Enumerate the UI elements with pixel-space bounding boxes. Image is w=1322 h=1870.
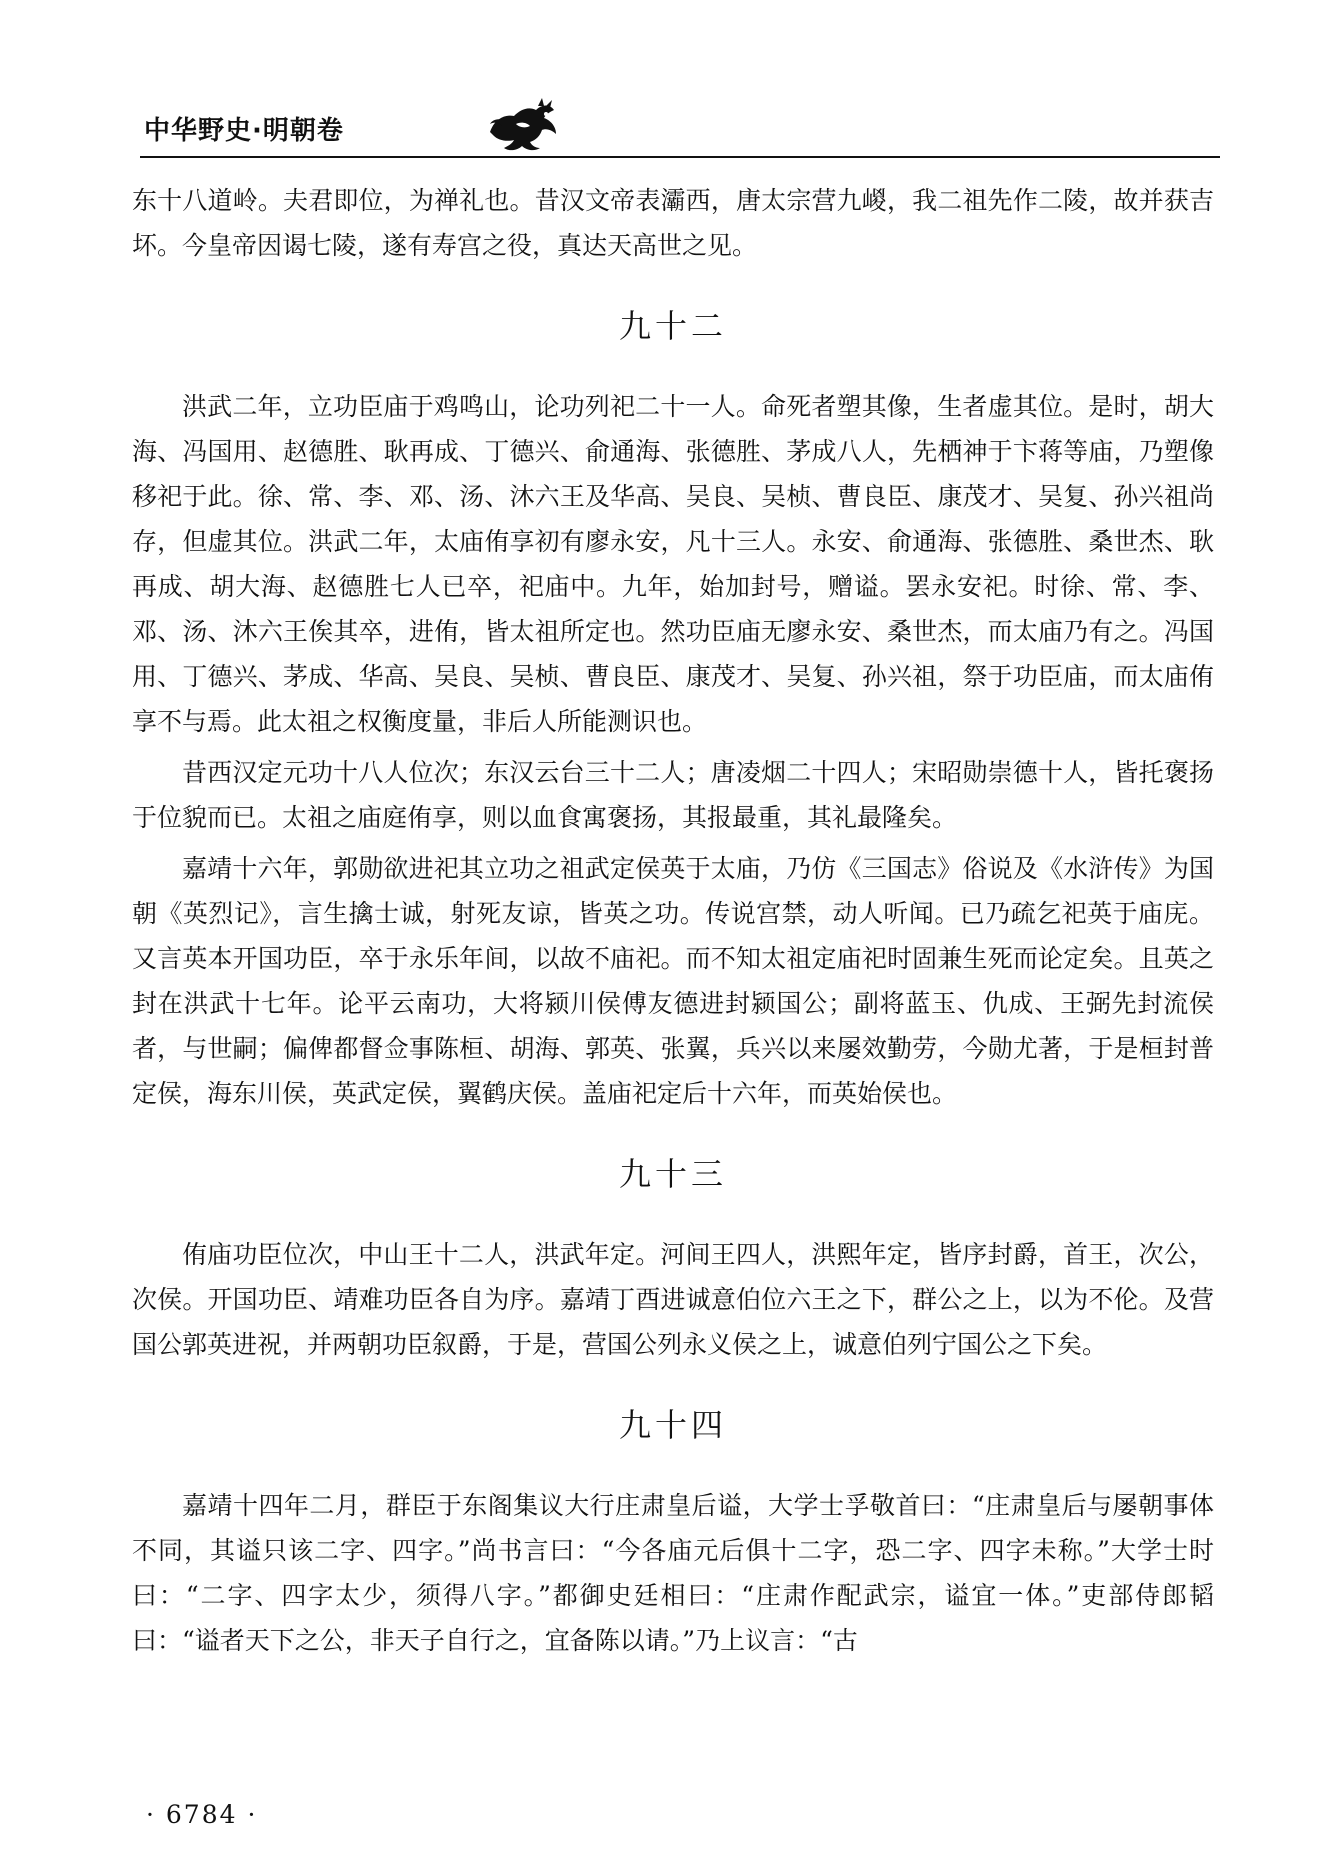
dragon-emblem-icon [480, 92, 564, 156]
section-title-93: 九十三 [618, 1155, 727, 1193]
book-title: 中华野史·明朝卷 [144, 116, 344, 146]
section-94-paragraph-1: 嘉靖十四年二月，群臣于东阁集议大行庄肃皇后谥，大学士孚敬首曰：“庄肃皇后与屡朝事体不同，其谥只该二字、四字。”尚书言曰：“今各庙元后俱十二字，恐二字、四字未称。”大学士时曰：“二字、四字太少，须得八字。”都御史廷相曰：“庄肃作配武宗，谥宜一体。”吏部侍郎韬曰：“谥者天下之公，非天子自行之，宜备陈以请。”乃上议言：“古 [132, 1491, 1214, 1655]
page-body [132, 178, 1214, 1669]
section-93-paragraph-1: 侑庙功臣位次，中山王十二人，洪武年定。河间王四人，洪熙年定，皆序封爵，首王，次公，次侯。开国功臣、靖难功臣各自为序。嘉靖丁酉进诚意伯位六王之下，群公之上，以为不伦。及营国公郭英进祝，并两朝功臣叙爵，于是，营国公列永义侯之上，诚意伯列宁国公之下矣。 [132, 1240, 1214, 1359]
section-title-92: 九十二 [618, 307, 727, 345]
section-92-paragraph-3: 嘉靖十六年，郭勋欲进祀其立功之祖武定侯英于太庙，乃仿《三国志》俗说及《水浒传》为国朝《英烈记》，言生擒士诚，射死友谅，皆英之功。传说宫禁，动人听闻。已乃疏乞祀英于庙庑。又言英本开国功臣，卒于永乐年间，以故不庙祀。而不知太祖定庙祀时固兼生死而论定矣。且英之封在洪武十七年。论平云南功，大将颍川侯傅友德进封颍国公；副将蓝玉、仇成、王弼先封流侯者，与世嗣；偏俾都督佥事陈桓、胡海、郭英、张翼，兵兴以来屡效勤劳，今勋尤著，于是桓封普定侯，海东川侯，英武定侯，翼鹤庆侯。盖庙祀定后十六年，而英始侯也。 [132, 854, 1214, 1108]
page-number: · 6784 · [146, 1800, 258, 1829]
section-92-paragraph-1: 洪武二年，立功臣庙于鸡鸣山，论功列祀二十一人。命死者塑其像，生者虚其位。是时，胡大海、冯国用、赵德胜、耿再成、丁德兴、俞通海、张德胜、茅成八人，先栖神于卞蒋等庙，乃塑像移祀于此。徐、常、李、邓、汤、沐六王及华高、吴良、吴桢、曹良臣、康茂才、吴复、孙兴祖尚存，但虚其位。洪武二年，太庙侑享初有廖永安，凡十三人。永安、俞通海、张德胜、桑世杰、耿再成、胡大海、赵德胜七人已卒，祀庙中。九年，始加封号，赠谥。罢永安祀。时徐、常、李、邓、汤、沐六王俟其卒，进侑，皆太祖所定也。然功臣庙无廖永安、桑世杰，而太庙乃有之。冯国用、丁德兴、茅成、华高、吴良、吴桢、曹良臣、康茂才、吴复、孙兴祖，祭于功臣庙，而太庙侑享不与焉。此太祖之权衡度量，非后人所能测识也。 [132, 392, 1214, 736]
section-title-94: 九十四 [618, 1406, 727, 1444]
intro-paragraph: 东十八道岭。夫君即位，为禅礼也。昔汉文帝表灞西，唐太宗营九嵕，我二祖先作二陵，故并获吉坏。今皇帝因谒七陵，遂有寿宫之役，真达天高世之见。 [132, 186, 1214, 260]
section-92-paragraph-2: 昔西汉定元功十八人位次；东汉云台三十二人；唐凌烟二十四人；宋昭勋崇德十人，皆托褒扬于位貌而已。太祖之庙庭侑享，则以血食寓褒扬，其报最重，其礼最隆矣。 [132, 758, 1214, 832]
page-header [130, 92, 1210, 162]
header-rule [140, 156, 1220, 158]
